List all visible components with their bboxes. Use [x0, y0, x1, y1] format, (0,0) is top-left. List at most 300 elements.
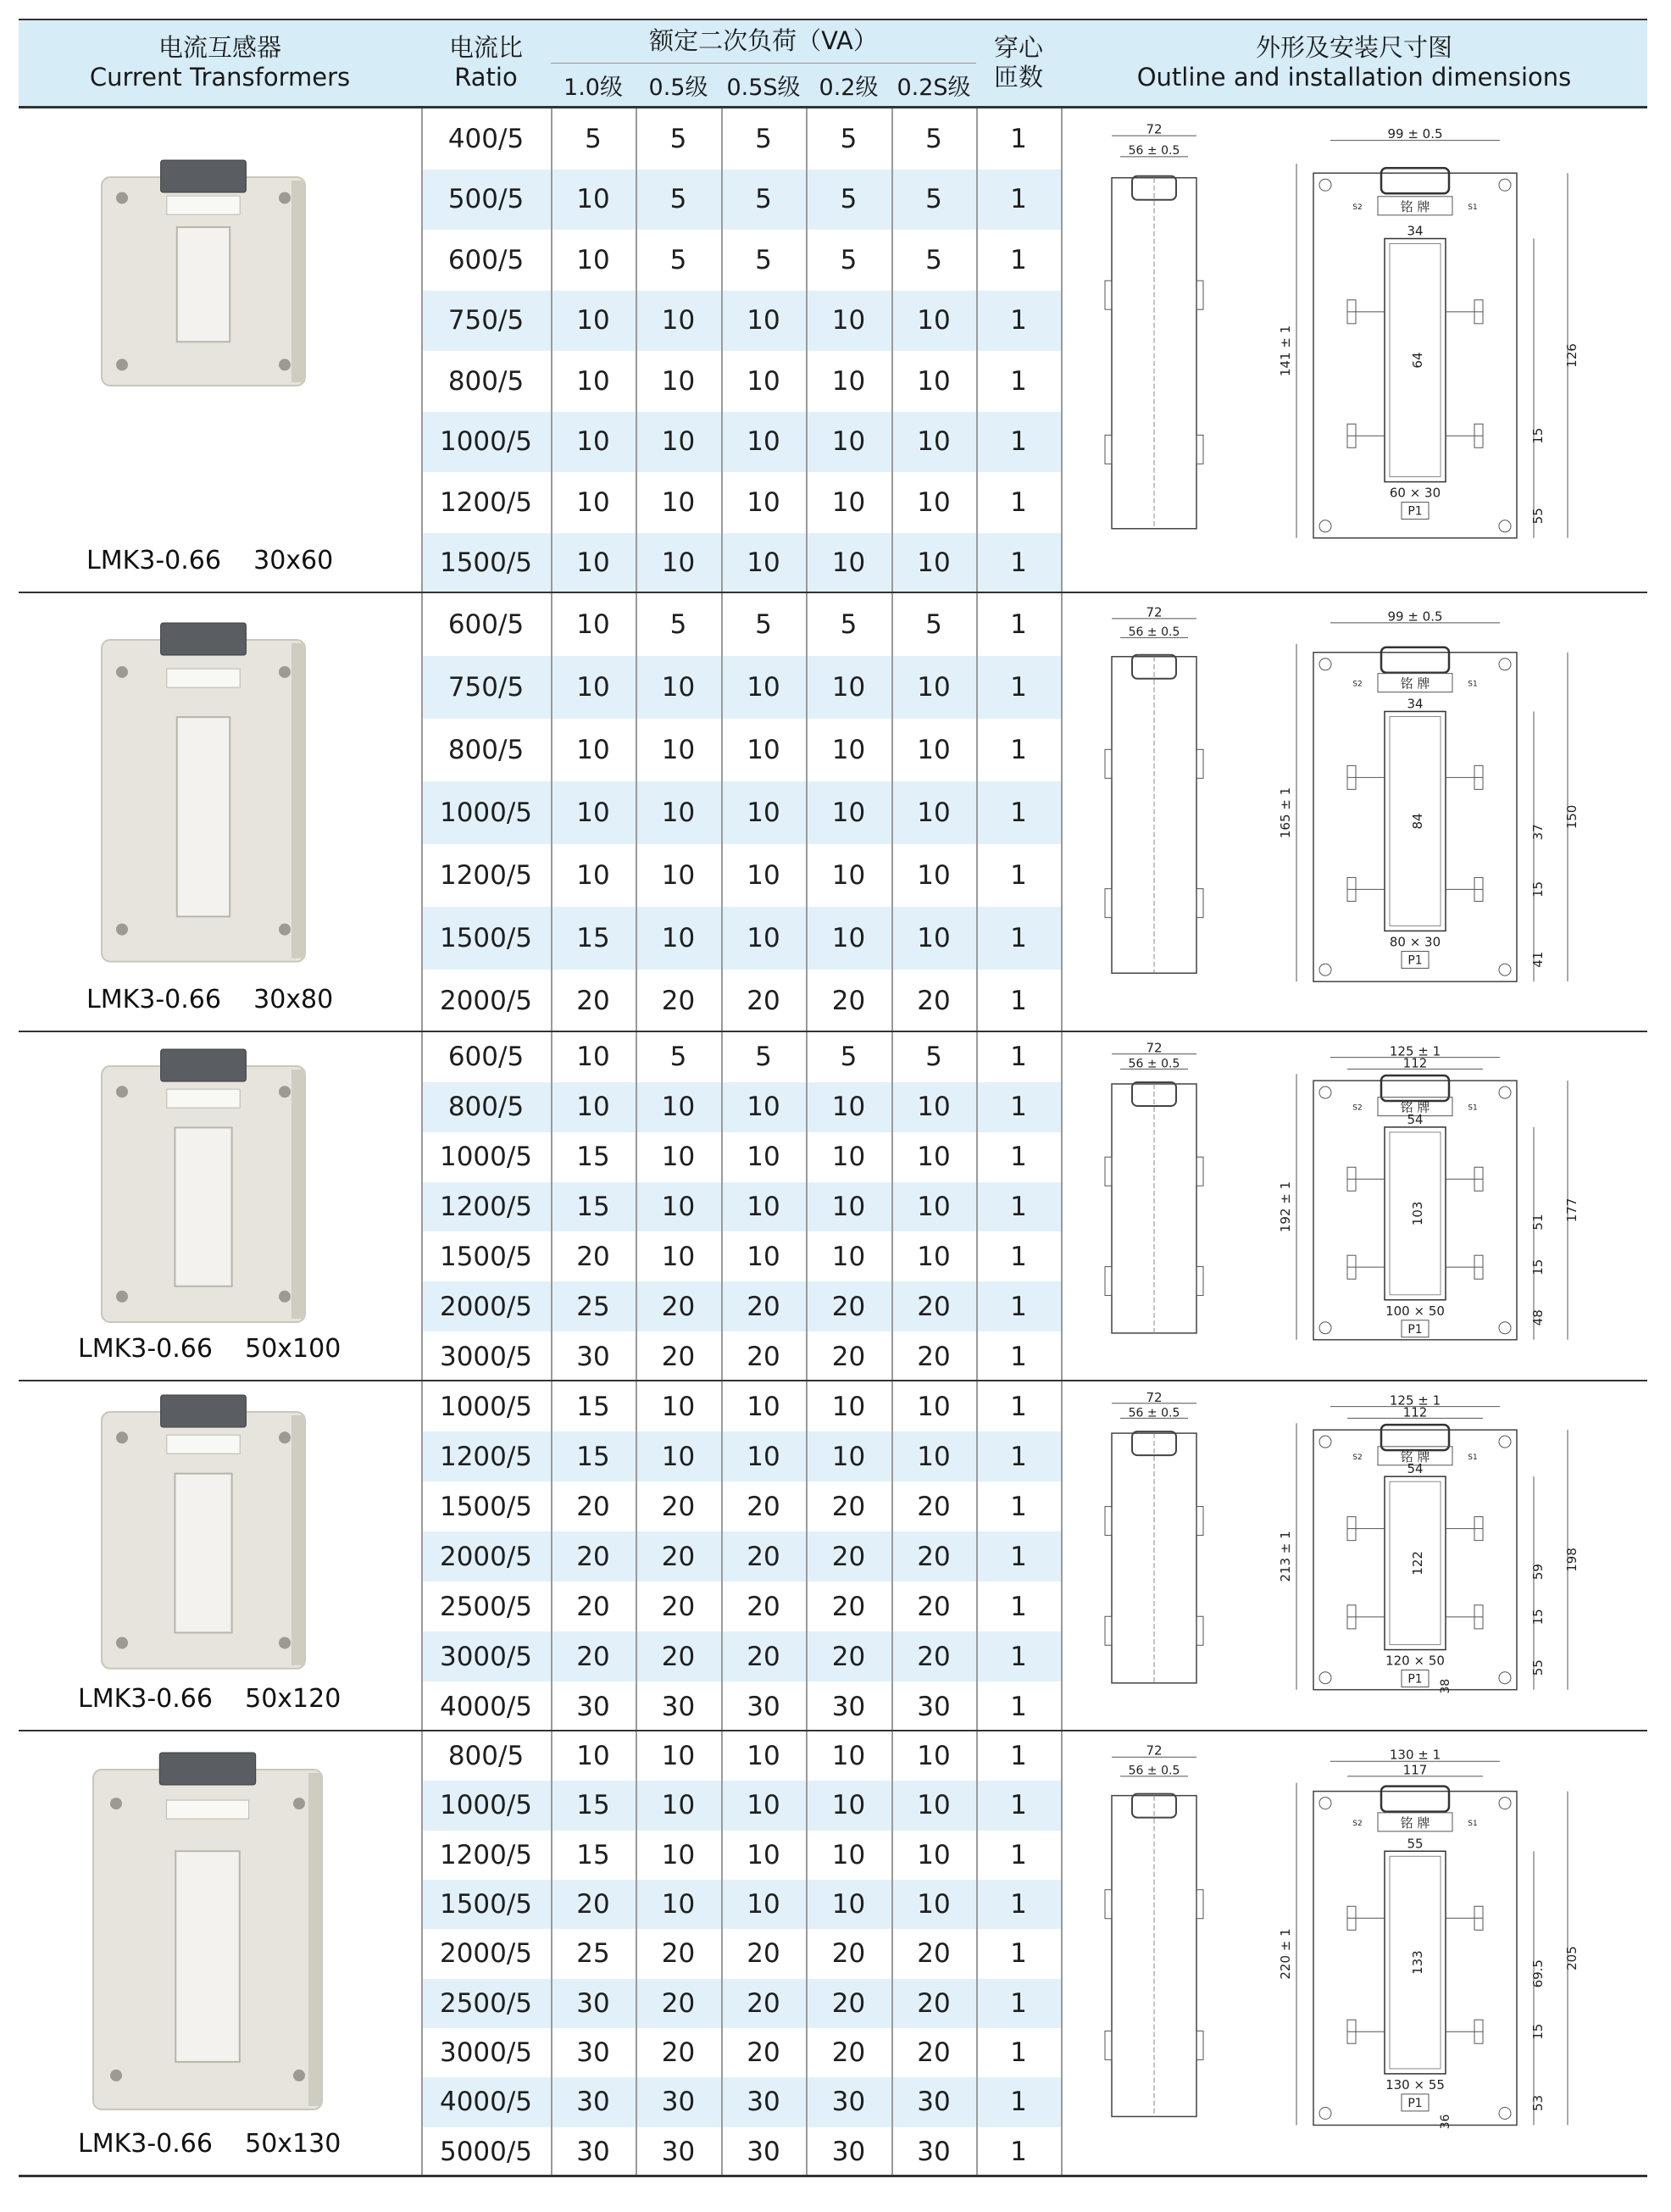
burden-cell: 20 [831, 1491, 866, 1522]
burden-cell: 10 [576, 486, 610, 518]
ratio-cell: 800/5 [447, 365, 525, 397]
header-class: 0.5级 [648, 74, 708, 101]
mount-screw [116, 1291, 128, 1303]
side-view-foot [1105, 2031, 1112, 2059]
model-label: LMK3-0.66 50x100 [78, 1334, 341, 1364]
burden-cell: 10 [747, 1391, 780, 1422]
mount-hole [1499, 179, 1511, 191]
burden-cell: 10 [747, 672, 780, 703]
burden-cell: 5 [840, 184, 858, 215]
burden-cell: 10 [917, 860, 951, 891]
dim-mid: 15 [1530, 427, 1546, 444]
dim-side-width: 72 [1146, 604, 1163, 620]
header-class: 1.0级 [563, 74, 623, 101]
outline-drawing [1093, 602, 1635, 1024]
burden-cell: 30 [747, 2136, 780, 2167]
burden-cell: 20 [917, 1987, 951, 2019]
burden-cell: 5 [669, 609, 687, 640]
burden-cell: 10 [576, 860, 610, 891]
model-label: LMK3-0.66 50x120 [78, 1684, 341, 1714]
housing-side [291, 643, 305, 959]
ratio-cell: 1000/5 [439, 1790, 533, 1821]
ratio-cell: 750/5 [447, 305, 525, 336]
column-divider [891, 1032, 893, 1381]
dim-window-height: 84 [1410, 813, 1425, 830]
rule-top [19, 19, 1647, 20]
burden-cell: 5 [840, 123, 858, 154]
burden-cell: 10 [576, 426, 610, 458]
column-divider [806, 1032, 808, 1381]
dim-window-height: 103 [1410, 1201, 1425, 1226]
burden-cell: 10 [831, 860, 866, 891]
column-divider [421, 593, 423, 1032]
burden-cell: 20 [661, 2037, 696, 2069]
dim-front-inner: 117 [1402, 1762, 1428, 1778]
burden-cell: 20 [747, 1987, 780, 2019]
dim-right-height: 126 [1564, 343, 1579, 368]
mount-screw [279, 1291, 291, 1303]
terminal-s2-label: S2 [1352, 680, 1363, 689]
mount-screw [116, 359, 128, 371]
turns-cell: 1 [1010, 1291, 1027, 1322]
burden-cell: 10 [917, 1889, 951, 1920]
burden-cell: 10 [747, 1241, 780, 1272]
side-view-foot [1196, 281, 1203, 309]
mount-screw [116, 1637, 128, 1649]
ratio-cell: 1200/5 [439, 1441, 533, 1472]
burden-cell: 10 [917, 1790, 951, 1821]
mount-screw [110, 1798, 122, 1809]
header-product [19, 19, 421, 107]
burden-cell: 30 [747, 2087, 780, 2118]
mount-hole [1499, 964, 1511, 975]
burden-cell: 30 [661, 2087, 696, 2118]
ratio-cell: 2000/5 [439, 1291, 533, 1322]
burden-cell: 10 [576, 1092, 610, 1123]
dim-side-inner: 56 ± 0.5 [1128, 625, 1180, 639]
burden-cell: 10 [576, 365, 610, 397]
ratio-cell: 3000/5 [439, 1341, 533, 1372]
ratio-cell: 600/5 [447, 1042, 525, 1073]
burden-cell: 5 [840, 244, 858, 275]
burden-cell: 10 [661, 860, 696, 891]
mount-hole [1499, 1087, 1511, 1098]
turns-cell: 1 [1010, 547, 1027, 579]
burden-cell: 10 [831, 1092, 866, 1123]
burden-cell: 10 [917, 305, 951, 336]
turns-cell: 1 [1010, 1391, 1027, 1422]
dim-window-size: 60 × 30 [1389, 485, 1441, 501]
ratio-cell: 1500/5 [439, 1889, 533, 1920]
burden-cell: 10 [831, 1142, 866, 1173]
ratio-cell: 1200/5 [439, 486, 533, 518]
column-divider [806, 1381, 808, 1731]
ratio-cell: 1000/5 [439, 1142, 533, 1173]
dim-bottom: 36 [1439, 2114, 1452, 2130]
burden-cell: 5 [755, 184, 772, 215]
burden-cell: 10 [831, 426, 866, 458]
burden-cell: 10 [747, 735, 780, 765]
nameplate-text: 铭 牌 [1400, 675, 1430, 692]
outline-drawing [1093, 1740, 1635, 2168]
burden-cell: 25 [576, 1938, 610, 1970]
nameplate-text: 铭 牌 [1400, 198, 1430, 214]
burden-cell: 20 [747, 2037, 780, 2069]
burden-cell: 5 [925, 1042, 942, 1073]
burden-cell: 10 [661, 1889, 696, 1920]
mount-screw [279, 666, 291, 678]
column-divider [1061, 108, 1063, 593]
burden-cell: 10 [576, 547, 610, 579]
burden-cell: 20 [661, 1591, 696, 1622]
front-view-terminal [1381, 1787, 1449, 1812]
burden-cell: 20 [661, 1641, 696, 1672]
header-turns-l2: 匝数 [993, 63, 1043, 92]
burden-cell: 10 [747, 486, 780, 518]
turns-cell: 1 [1010, 1191, 1027, 1222]
burden-cell: 10 [576, 609, 610, 640]
burden-cell: 10 [917, 923, 951, 953]
ratio-cell: 1500/5 [439, 1241, 533, 1272]
burden-cell: 20 [747, 1641, 780, 1672]
column-divider [891, 593, 893, 1032]
turns-cell: 1 [1010, 609, 1027, 640]
column-divider [806, 593, 808, 1032]
turns-cell: 1 [1010, 1691, 1027, 1722]
column-divider [421, 1731, 423, 2176]
burden-cell: 10 [661, 1241, 696, 1272]
turns-cell: 1 [1010, 1741, 1027, 1772]
burden-cell: 10 [747, 365, 780, 397]
terminal-s2-label: S2 [1352, 1453, 1363, 1462]
dim-low: 53 [1530, 2094, 1546, 2112]
burden-cell: 25 [576, 1291, 610, 1322]
burden-cell: 20 [747, 1491, 780, 1522]
terminal-p1-label: P1 [1407, 1672, 1423, 1687]
turns-cell: 1 [1010, 672, 1027, 703]
burden-cell: 20 [831, 986, 866, 1016]
mount-hole [1499, 2108, 1511, 2120]
dim-side-width: 72 [1146, 1041, 1163, 1056]
burden-cell: 20 [831, 1591, 866, 1622]
turns-cell: 1 [1010, 244, 1027, 275]
dim-window-size: 130 × 55 [1385, 2076, 1445, 2093]
burden-cell: 20 [576, 1591, 610, 1622]
turns-cell: 1 [1010, 486, 1027, 518]
burden-cell: 5 [669, 123, 687, 154]
nameplate-label [167, 669, 240, 687]
burden-cell: 10 [576, 305, 610, 336]
column-divider [1061, 1032, 1063, 1381]
column-divider [636, 1381, 637, 1731]
dim-window-height: 122 [1410, 1551, 1425, 1576]
dim-side-inner: 56 ± 0.5 [1128, 1406, 1180, 1420]
burden-cell: 10 [747, 1839, 780, 1870]
mount-hole [1499, 1322, 1511, 1334]
dim-upper: 59 [1530, 1564, 1546, 1581]
burden-cell: 5 [755, 244, 772, 275]
header-class: 0.2S级 [897, 74, 971, 101]
mount-screw [116, 1087, 128, 1098]
dim-window-width: 54 [1407, 1111, 1424, 1127]
dim-upper: 37 [1530, 824, 1546, 841]
ratio-cell: 1200/5 [439, 860, 533, 891]
outline-drawing [1093, 1041, 1635, 1373]
window-opening [177, 227, 230, 342]
dim-front-width: 130 ± 1 [1389, 1747, 1441, 1763]
dim-right-height: 150 [1564, 804, 1579, 830]
ratio-cell: 1500/5 [439, 1491, 533, 1522]
dim-window-width: 54 [1407, 1461, 1424, 1477]
turns-cell: 1 [1010, 735, 1027, 765]
burden-cell: 10 [831, 305, 866, 336]
terminal-s1-label: S1 [1468, 680, 1478, 689]
burden-cell: 10 [917, 1441, 951, 1472]
burden-cell: 10 [831, 1191, 866, 1222]
turns-cell: 1 [1010, 1241, 1027, 1272]
burden-cell: 10 [661, 486, 696, 518]
header-class: 0.2级 [819, 74, 879, 101]
turns-cell: 1 [1010, 1341, 1027, 1372]
model-label: LMK3-0.66 50x130 [78, 2129, 341, 2159]
dim-total-height: 165 ± 1 [1278, 786, 1293, 839]
burden-cell: 20 [831, 1541, 866, 1572]
side-view-foot [1105, 435, 1112, 464]
burden-cell: 10 [747, 1790, 780, 1821]
burden-cell: 10 [747, 1142, 780, 1173]
housing-side [308, 1773, 322, 2106]
burden-cell: 20 [917, 1641, 951, 1672]
turns-cell: 1 [1010, 184, 1027, 215]
dim-mid: 15 [1530, 2023, 1546, 2040]
mount-screw [110, 2070, 122, 2081]
dim-window-width: 55 [1407, 1836, 1424, 1852]
ratio-cell: 3000/5 [439, 2037, 533, 2069]
side-view-foot [1196, 1507, 1203, 1536]
burden-cell: 5 [585, 123, 602, 154]
burden-cell: 20 [747, 1341, 780, 1372]
dim-side-inner: 56 ± 0.5 [1128, 1057, 1180, 1071]
burden-cell: 10 [831, 1441, 866, 1472]
turns-cell: 1 [1010, 1042, 1027, 1073]
ratio-cell: 1200/5 [439, 1839, 533, 1870]
burden-cell: 20 [661, 1291, 696, 1322]
turns-cell: 1 [1010, 1441, 1027, 1472]
turns-cell: 1 [1010, 1491, 1027, 1522]
side-view-foot [1105, 1890, 1112, 1919]
side-view-foot [1196, 749, 1203, 778]
terminal-s1-label: S1 [1468, 203, 1478, 212]
burden-cell: 10 [576, 1042, 610, 1073]
burden-cell: 15 [576, 1441, 610, 1472]
burden-cell: 10 [661, 1839, 696, 1870]
side-view-foot [1105, 281, 1112, 309]
ratio-cell: 600/5 [447, 609, 525, 640]
header-outline-en: Outline and installation dimensions [1136, 63, 1572, 92]
column-divider [891, 108, 893, 593]
burden-cell: 10 [917, 547, 951, 579]
dim-total-height: 213 ± 1 [1278, 1531, 1293, 1582]
burden-cell: 10 [917, 735, 951, 765]
header-product-cn: 电流互感器 [158, 33, 281, 63]
turns-cell: 1 [1010, 860, 1027, 891]
mount-hole [1499, 1436, 1511, 1448]
burden-cell: 10 [831, 1741, 866, 1772]
burden-cell: 10 [831, 672, 866, 703]
nameplate-text: 铭 牌 [1400, 1099, 1430, 1115]
mount-hole [1319, 520, 1331, 532]
turns-cell: 1 [1010, 923, 1027, 953]
dim-total-height: 220 ± 1 [1278, 1928, 1293, 1980]
header-turns [976, 19, 1061, 107]
burden-cell: 20 [747, 1541, 780, 1572]
dim-right-height: 205 [1564, 1946, 1579, 1970]
housing-side [291, 1070, 305, 1319]
burden-cell: 20 [576, 1641, 610, 1672]
nameplate-label [167, 1090, 240, 1109]
ratio-cell: 2000/5 [439, 986, 533, 1016]
header-divider [551, 63, 976, 64]
dim-window-width: 34 [1407, 696, 1424, 712]
nameplate-label [167, 196, 240, 214]
dim-right-height: 198 [1564, 1548, 1579, 1572]
burden-cell: 10 [917, 1241, 951, 1272]
burden-cell: 5 [755, 609, 772, 640]
burden-cell: 10 [661, 1092, 696, 1123]
terminal-block [161, 1049, 247, 1081]
ratio-cell: 1500/5 [439, 547, 533, 579]
burden-cell: 30 [576, 2087, 610, 2118]
burden-cell: 10 [576, 672, 610, 703]
turns-cell: 1 [1010, 305, 1027, 336]
burden-cell: 30 [831, 2136, 866, 2167]
burden-cell: 30 [576, 1691, 610, 1722]
terminal-p1-label: P1 [1407, 504, 1423, 519]
burden-cell: 20 [831, 1341, 866, 1372]
side-view-foot [1196, 1267, 1203, 1296]
burden-cell: 20 [661, 1938, 696, 1970]
column-divider [806, 1731, 808, 2176]
column-divider [421, 1381, 423, 1731]
burden-cell: 15 [576, 1839, 610, 1870]
turns-cell: 1 [1010, 2136, 1027, 2167]
burden-cell: 30 [576, 2037, 610, 2069]
burden-cell: 10 [661, 1741, 696, 1772]
terminal-p1-label: P1 [1407, 2096, 1423, 2110]
burden-cell: 15 [576, 1142, 610, 1173]
column-divider [976, 593, 978, 1032]
burden-cell: 20 [576, 986, 610, 1016]
burden-cell: 10 [917, 798, 951, 828]
dim-front-width: 99 ± 0.5 [1387, 609, 1443, 625]
burden-cell: 5 [925, 184, 942, 215]
mount-screw [116, 666, 128, 678]
column-divider [721, 108, 723, 593]
burden-cell: 20 [576, 1241, 610, 1272]
ratio-cell: 5000/5 [439, 2136, 533, 2167]
header-outline [1061, 19, 1647, 107]
dim-upper: 51 [1530, 1214, 1546, 1231]
burden-cell: 10 [917, 365, 951, 397]
column-divider [1061, 1731, 1063, 2176]
turns-cell: 1 [1010, 798, 1027, 828]
turns-cell: 1 [1010, 365, 1027, 397]
header-ratio [421, 19, 551, 107]
dim-side-width: 72 [1146, 1742, 1163, 1759]
burden-cell: 10 [661, 923, 696, 953]
dim-low: 48 [1530, 1309, 1546, 1326]
header-outline-cn: 外形及安装尺寸图 [1255, 33, 1452, 63]
mount-hole [1499, 520, 1511, 532]
dim-low: 55 [1530, 1659, 1546, 1676]
dim-side-width: 72 [1146, 121, 1163, 137]
burden-cell: 30 [831, 2087, 866, 2118]
turns-cell: 1 [1010, 426, 1027, 458]
burden-cell: 10 [917, 1092, 951, 1123]
burden-cell: 10 [661, 672, 696, 703]
ratio-cell: 1000/5 [439, 1391, 533, 1422]
window-opening [177, 717, 230, 916]
column-divider [421, 1032, 423, 1381]
burden-cell: 10 [831, 923, 866, 953]
burden-cell: 20 [917, 2037, 951, 2069]
turns-cell: 1 [1010, 1641, 1027, 1672]
dim-window-width: 34 [1407, 223, 1424, 239]
ratio-cell: 2500/5 [439, 1591, 533, 1622]
burden-cell: 30 [831, 1691, 866, 1722]
column-divider [636, 593, 637, 1032]
side-view-foot [1105, 889, 1112, 918]
dim-low: 55 [1530, 508, 1546, 525]
burden-cell: 20 [917, 1291, 951, 1322]
transformer-photo [85, 1749, 347, 2123]
side-view-foot [1196, 1616, 1203, 1645]
burden-cell: 10 [576, 798, 610, 828]
burden-cell: 10 [917, 1391, 951, 1422]
terminal-s1-label: S1 [1468, 1453, 1478, 1462]
burden-cell: 10 [661, 1191, 696, 1222]
burden-cell: 10 [831, 365, 866, 397]
burden-cell: 10 [747, 1191, 780, 1222]
burden-cell: 10 [917, 426, 951, 458]
mount-hole [1319, 1436, 1331, 1448]
burden-cell: 5 [925, 244, 942, 275]
front-view-terminal [1381, 168, 1449, 193]
burden-cell: 10 [917, 1142, 951, 1173]
burden-cell: 10 [661, 1391, 696, 1422]
column-divider [976, 1032, 978, 1381]
burden-cell: 20 [747, 986, 780, 1016]
burden-cell: 20 [747, 1938, 780, 1970]
burden-cell: 10 [661, 735, 696, 765]
turns-cell: 1 [1010, 1790, 1027, 1821]
burden-cell: 15 [576, 1790, 610, 1821]
mount-hole [1319, 179, 1331, 191]
header-class: 0.5S级 [726, 74, 801, 101]
dim-upper: 69.5 [1530, 1959, 1546, 1988]
dim-low: 41 [1530, 951, 1546, 968]
mount-hole [1499, 1672, 1511, 1684]
column-divider [976, 108, 978, 593]
burden-cell: 20 [661, 1491, 696, 1522]
mount-hole [1319, 1087, 1331, 1098]
mount-hole [1319, 1322, 1331, 1334]
mount-screw [279, 1637, 291, 1649]
burden-cell: 10 [576, 184, 610, 215]
transformer-photo [93, 157, 330, 399]
model-label: LMK3-0.66 30x80 [86, 985, 334, 1014]
dim-front-inner: 112 [1402, 1404, 1428, 1420]
